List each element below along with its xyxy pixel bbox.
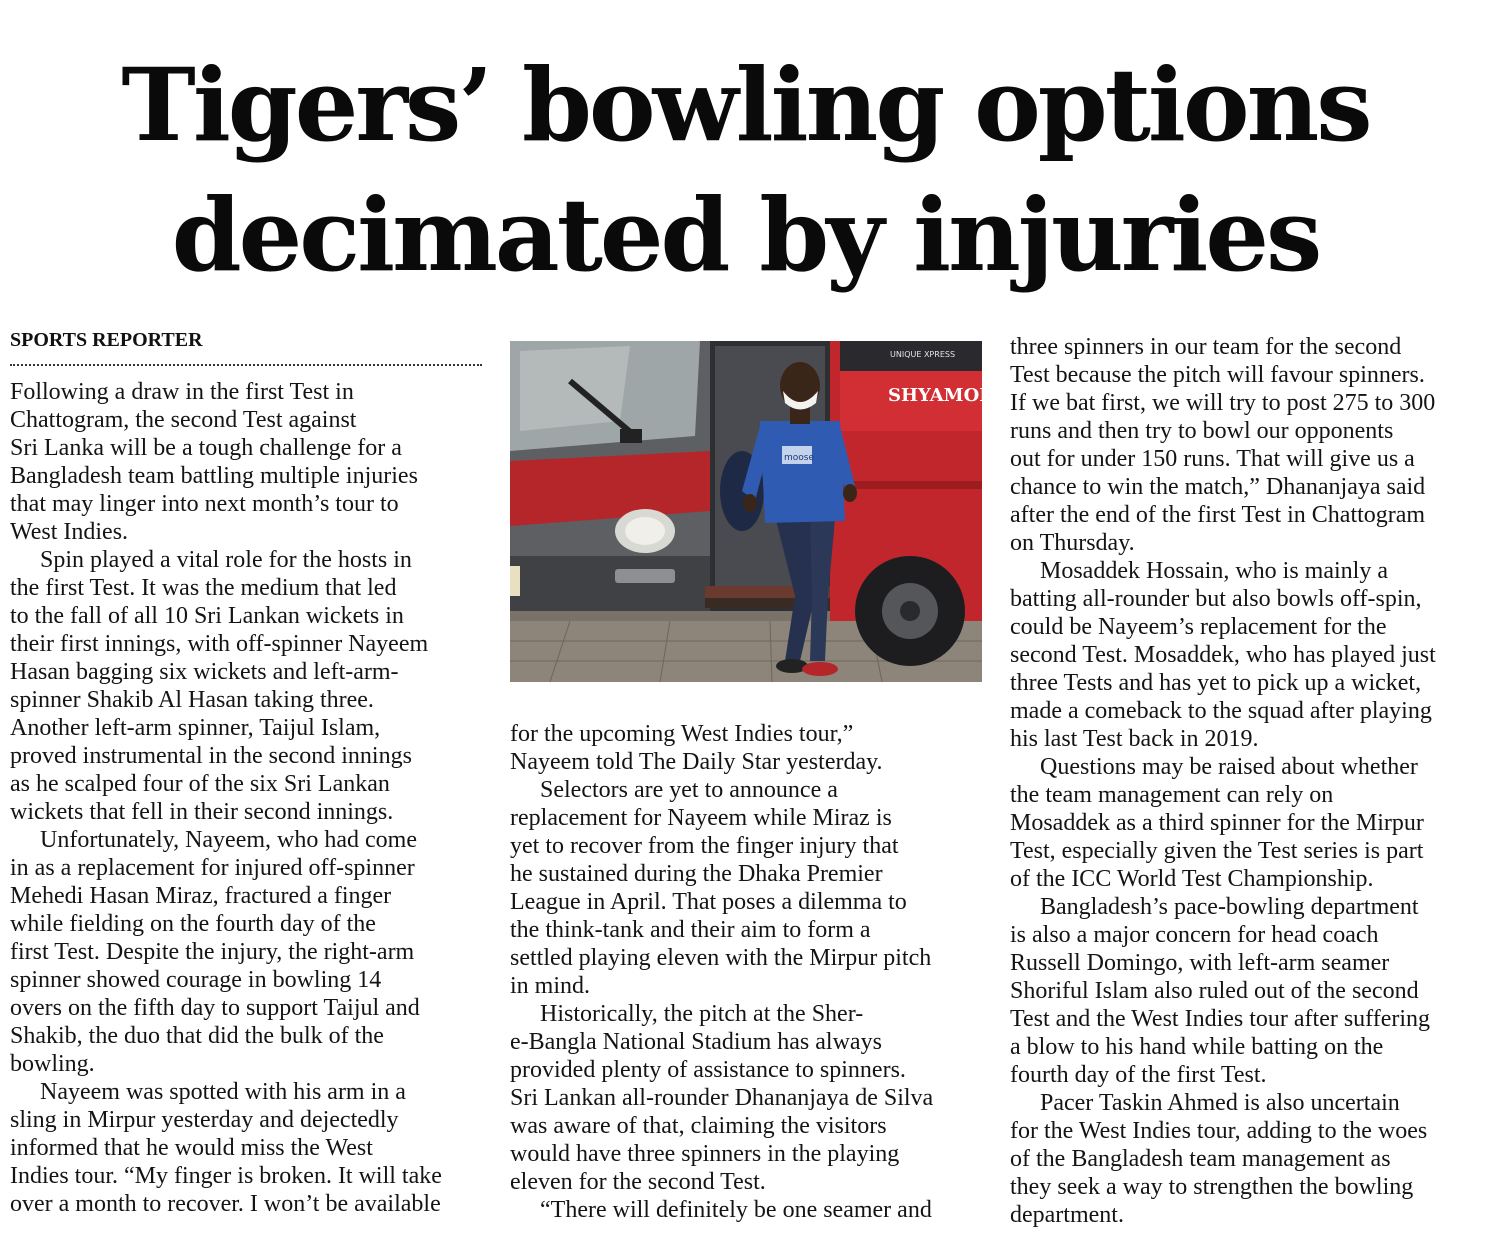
text-line: three spinners in our team for the second bbox=[1010, 334, 1402, 360]
text-line: If we bat first, we will try to post 275 to 300 bbox=[1010, 390, 1436, 416]
text-line: Historically, the pitch at the Sher- bbox=[540, 1001, 864, 1027]
text-line: their first innings, with off-spinner Nayeem bbox=[10, 631, 429, 657]
text-line: he sustained during the Dhaka Premier bbox=[510, 861, 883, 887]
text-line: bowling. bbox=[10, 1051, 95, 1077]
news-photo bbox=[510, 341, 1024, 682]
text-line: e-Bangla National Stadium has always bbox=[510, 1029, 882, 1055]
text-line: Shoriful Islam also ruled out of the second bbox=[1010, 978, 1419, 1004]
text-line: the first Test. It was the medium that led bbox=[10, 575, 397, 601]
text-line: Unfortunately, Nayeem, who had come bbox=[40, 827, 417, 853]
paragraph bbox=[510, 776, 980, 1000]
paragraph bbox=[1010, 753, 1486, 893]
bus-sign-text: SHYAMOLI N bbox=[888, 385, 1024, 406]
text-line: was aware of that, claiming the visitors bbox=[510, 1113, 887, 1139]
text-line: that may linger into next month’s tour to bbox=[10, 491, 399, 517]
text-line: for the West Indies tour, adding to the woes bbox=[1010, 1118, 1428, 1144]
text-line: runs and then try to bowl our opponents bbox=[1010, 418, 1394, 444]
paragraph bbox=[510, 1000, 980, 1196]
text-line: Hasan bagging six wickets and left-arm- bbox=[10, 659, 399, 685]
text-line: Indies tour. “My finger is broken. It will take bbox=[10, 1163, 442, 1189]
paragraph bbox=[510, 720, 980, 776]
text-line: three Tests and has yet to pick up a wicket, bbox=[1010, 670, 1422, 696]
text-line: Test and the West Indies tour after suffering bbox=[1010, 1006, 1431, 1032]
text-line: Nayeem was spotted with his arm in a bbox=[40, 1079, 406, 1105]
article-column-3 bbox=[1010, 333, 1486, 1229]
headline-line-1: Tigers’ bowling options bbox=[121, 46, 1370, 164]
text-line: in as a replacement for injured off-spinner bbox=[10, 855, 415, 881]
text-line: chance to win the match,” Dhananjaya said bbox=[1010, 474, 1426, 500]
text-line: fourth day of the first Test. bbox=[1010, 1062, 1267, 1088]
text-line: Following a draw in the first Test in bbox=[10, 379, 354, 405]
text-line: first Test. Despite the injury, the right-arm bbox=[10, 939, 415, 965]
text-line: in mind. bbox=[510, 973, 591, 999]
text-line: wickets that fell in their second innings. bbox=[10, 799, 394, 825]
text-line: Shakib, the duo that did the bulk of the bbox=[10, 1023, 384, 1049]
text-line: Chattogram, the second Test against bbox=[10, 407, 357, 433]
byline: SPORTS REPORTER bbox=[10, 329, 203, 351]
paragraph bbox=[1010, 333, 1486, 557]
text-line: Sri Lankan all-rounder Dhananjaya de Silva bbox=[510, 1085, 934, 1111]
text-line: out for under 150 runs. That will give us a bbox=[1010, 446, 1415, 472]
text-line: eleven for the second Test. bbox=[510, 1169, 766, 1195]
text-line: settled playing eleven with the Mirpur pitch bbox=[510, 945, 932, 971]
text-line: Mosaddek as a third spinner for the Mirpur bbox=[1010, 810, 1424, 836]
text-line: Nayeem told The Daily Star yesterday. bbox=[510, 749, 883, 775]
paragraph bbox=[10, 826, 480, 1078]
text-line: yet to recover from the finger injury that bbox=[510, 833, 899, 859]
text-line: second Test. Mosaddek, who has played just bbox=[1010, 642, 1436, 668]
text-line: his last Test back in 2019. bbox=[1010, 726, 1259, 752]
text-line: made a comeback to the squad after playing bbox=[1010, 698, 1432, 724]
text-line: Spin played a vital role for the hosts in bbox=[40, 547, 412, 573]
paragraph bbox=[10, 546, 480, 826]
text-line: of the Bangladesh team management as bbox=[1010, 1146, 1391, 1172]
text-line: while fielding on the fourth day of the bbox=[10, 911, 376, 937]
article-column-1 bbox=[10, 378, 480, 1218]
paragraph bbox=[1010, 893, 1486, 1089]
text-line: Questions may be raised about whether bbox=[1040, 754, 1418, 780]
shirt-logo-text: moose bbox=[784, 453, 815, 463]
paragraph bbox=[10, 1078, 480, 1218]
text-line: for the upcoming West Indies tour,” bbox=[510, 721, 854, 747]
text-line: sling in Mirpur yesterday and dejectedly bbox=[10, 1107, 399, 1133]
text-line: Mehedi Hasan Miraz, fractured a finger bbox=[10, 883, 392, 909]
paragraph bbox=[1010, 557, 1486, 753]
text-line: “There will definitely be one seamer and bbox=[540, 1197, 932, 1223]
text-line: proved instrumental in the second innings bbox=[10, 743, 412, 769]
text-line: informed that he would miss the West bbox=[10, 1135, 373, 1161]
text-line: spinner showed courage in bowling 14 bbox=[10, 967, 382, 993]
text-line: batting all-rounder but also bowls off-spin, bbox=[1010, 586, 1422, 612]
text-line: Selectors are yet to announce a bbox=[540, 777, 838, 803]
paragraph bbox=[1010, 1089, 1486, 1229]
bus-top-text: UNIQUE XPRESS bbox=[890, 350, 956, 359]
text-line: they seek a way to strengthen the bowling bbox=[1010, 1174, 1414, 1200]
text-line: Test because the pitch will favour spinners. bbox=[1010, 362, 1425, 388]
byline-divider bbox=[10, 364, 482, 366]
text-line: replacement for Nayeem while Miraz is bbox=[510, 805, 892, 831]
headline-line-2: decimated by injuries bbox=[171, 176, 1320, 294]
text-line: Sri Lanka will be a tough challenge for a bbox=[10, 435, 402, 461]
text-line: over a month to recover. I won’t be available bbox=[10, 1191, 441, 1217]
paragraph bbox=[10, 378, 480, 546]
text-line: overs on the fifth day to support Taijul and bbox=[10, 995, 420, 1021]
text-line: the think-tank and their aim to form a bbox=[510, 917, 871, 943]
text-line: a blow to his hand while batting on the bbox=[1010, 1034, 1384, 1060]
text-line: League in April. That poses a dilemma to bbox=[510, 889, 907, 915]
article-column-2 bbox=[510, 720, 980, 1224]
text-line: to the fall of all 10 Sri Lankan wickets in bbox=[10, 603, 404, 629]
text-line: is also a major concern for head coach bbox=[1010, 922, 1379, 948]
text-line: the team management can rely on bbox=[1010, 782, 1334, 808]
text-line: as he scalped four of the six Sri Lankan bbox=[10, 771, 390, 797]
paragraph bbox=[510, 1196, 980, 1224]
text-line: of the ICC World Test Championship. bbox=[1010, 866, 1374, 892]
text-line: Russell Domingo, with left-arm seamer bbox=[1010, 950, 1390, 976]
text-line: Mosaddek Hossain, who is mainly a bbox=[1040, 558, 1388, 584]
text-line: Pacer Taskin Ahmed is also uncertain bbox=[1040, 1090, 1400, 1116]
headline bbox=[0, 40, 1491, 300]
text-line: would have three spinners in the playing bbox=[510, 1141, 900, 1167]
text-line: spinner Shakib Al Hasan taking three. bbox=[10, 687, 374, 713]
text-line: department. bbox=[1010, 1202, 1124, 1228]
text-line: provided plenty of assistance to spinners. bbox=[510, 1057, 906, 1083]
text-line: Test, especially given the Test series is part bbox=[1010, 838, 1424, 864]
text-line: West Indies. bbox=[10, 519, 129, 545]
text-line: Bangladesh team battling multiple injuries bbox=[10, 463, 418, 489]
text-line: Bangladesh’s pace-bowling department bbox=[1040, 894, 1419, 920]
text-line: on Thursday. bbox=[1010, 530, 1135, 556]
text-line: Another left-arm spinner, Taijul Islam, bbox=[10, 715, 381, 741]
text-line: could be Nayeem’s replacement for the bbox=[1010, 614, 1387, 640]
text-line: after the end of the first Test in Chattogram bbox=[1010, 502, 1426, 528]
